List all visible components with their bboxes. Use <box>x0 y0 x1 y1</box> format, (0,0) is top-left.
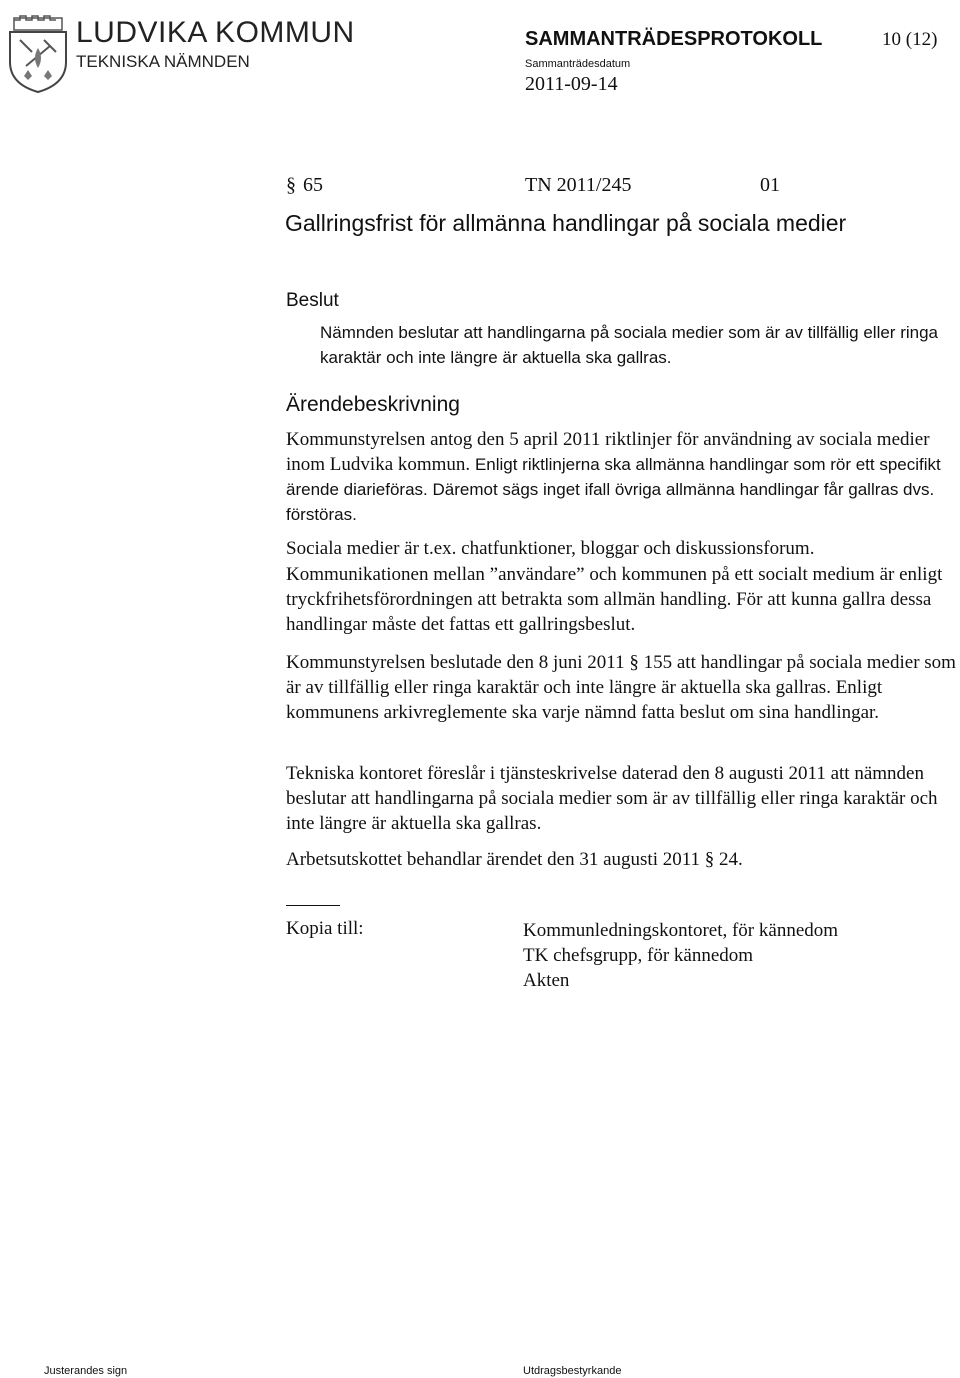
page-number: 10 (12) <box>882 29 938 50</box>
description-paragraph-2: Sociala medier är t.ex. chatfunktioner, bloggar och diskussionsforum. <box>286 538 815 559</box>
footer-signature-label: Justerandes sign <box>44 1365 128 1377</box>
description-paragraph-6: Arbetsutskottet behandlar ärendet den 31 augusti 2011 § 24. <box>286 849 743 870</box>
copy-to-label: Kopia till: <box>286 918 364 939</box>
decision-text: Nämnden beslutar att handlingarna på sociala medier som är av tillfällig eller ringa karaktär och inte längre är aktuella ska gallras. <box>320 323 938 367</box>
paragraph-number: 65 <box>303 174 323 196</box>
copy-recipient: TK chefsgrupp, för kännedom <box>523 945 754 966</box>
organization-name: LUDVIKA KOMMUN <box>76 16 355 49</box>
description-paragraph-5: Tekniska kontoret föreslår i tjänsteskrivelse daterad den 8 augusti 2011 att nämnden beslutar att handlingarna på sociala medier som är av tillfällig eller ringa karaktär och inte längre är aktuella ska gallras. <box>286 763 938 834</box>
description-paragraph-3: Kommunikationen mellan ”användare” och kommunen på ett socialt medium är enligt tryckfrihetsförordningen att betrakta som allmän handling. För att kunna gallra dessa handlingar måste det fattas ett gallringsbeslut. <box>286 564 943 635</box>
meeting-date-label: Sammanträdesdatum <box>525 58 631 70</box>
copy-recipient: Akten <box>523 970 570 991</box>
paragraph-sign: § <box>286 174 296 196</box>
item-title: Gallringsfrist för allmänna handlingar på sociala medier <box>285 210 847 236</box>
description-paragraph-1-serif: Kommunstyrelsen antog den 5 april 2011 riktlinjer för användning av sociala medier inom Ludvika kommun. <box>286 429 930 475</box>
description-paragraph-1 <box>286 427 956 527</box>
organization-unit: TEKNISKA NÄMNDEN <box>76 52 250 71</box>
copy-recipient: Kommunledningskontoret, för kännedom <box>523 920 839 941</box>
meeting-date: 2011-09-14 <box>525 73 618 95</box>
decision-heading: Beslut <box>286 290 339 311</box>
description-heading: Ärendebeskrivning <box>286 393 460 416</box>
description-paragraph-4: Kommunstyrelsen beslutade den 8 juni 2011 § 155 att handlingar på sociala medier som är av tillfällig eller ringa karaktär och inte längre är aktuella ska gallras. Enligt kommunens arkivreglemente ska varje nämnd fatta beslut om sina handlingar. <box>286 652 956 723</box>
separator-rule <box>286 905 340 906</box>
case-number: TN 2011/245 <box>525 174 632 196</box>
document-title: SAMMANTRÄDESPROTOKOLL <box>525 28 823 50</box>
copy-recipient-list <box>523 918 838 993</box>
description-paragraph-1-sans: Enligt riktlinjerna ska allmänna handlingar som rör ett specifikt ärende diarieföras. Däremot sägs inget ifall övriga allmänna handlingar får gallras dvs. förstöras. <box>286 455 941 524</box>
municipal-coat-of-arms-icon <box>6 14 70 94</box>
footer-certification-label: Utdragsbestyrkande <box>523 1365 622 1377</box>
case-classification: 01 <box>760 174 780 196</box>
